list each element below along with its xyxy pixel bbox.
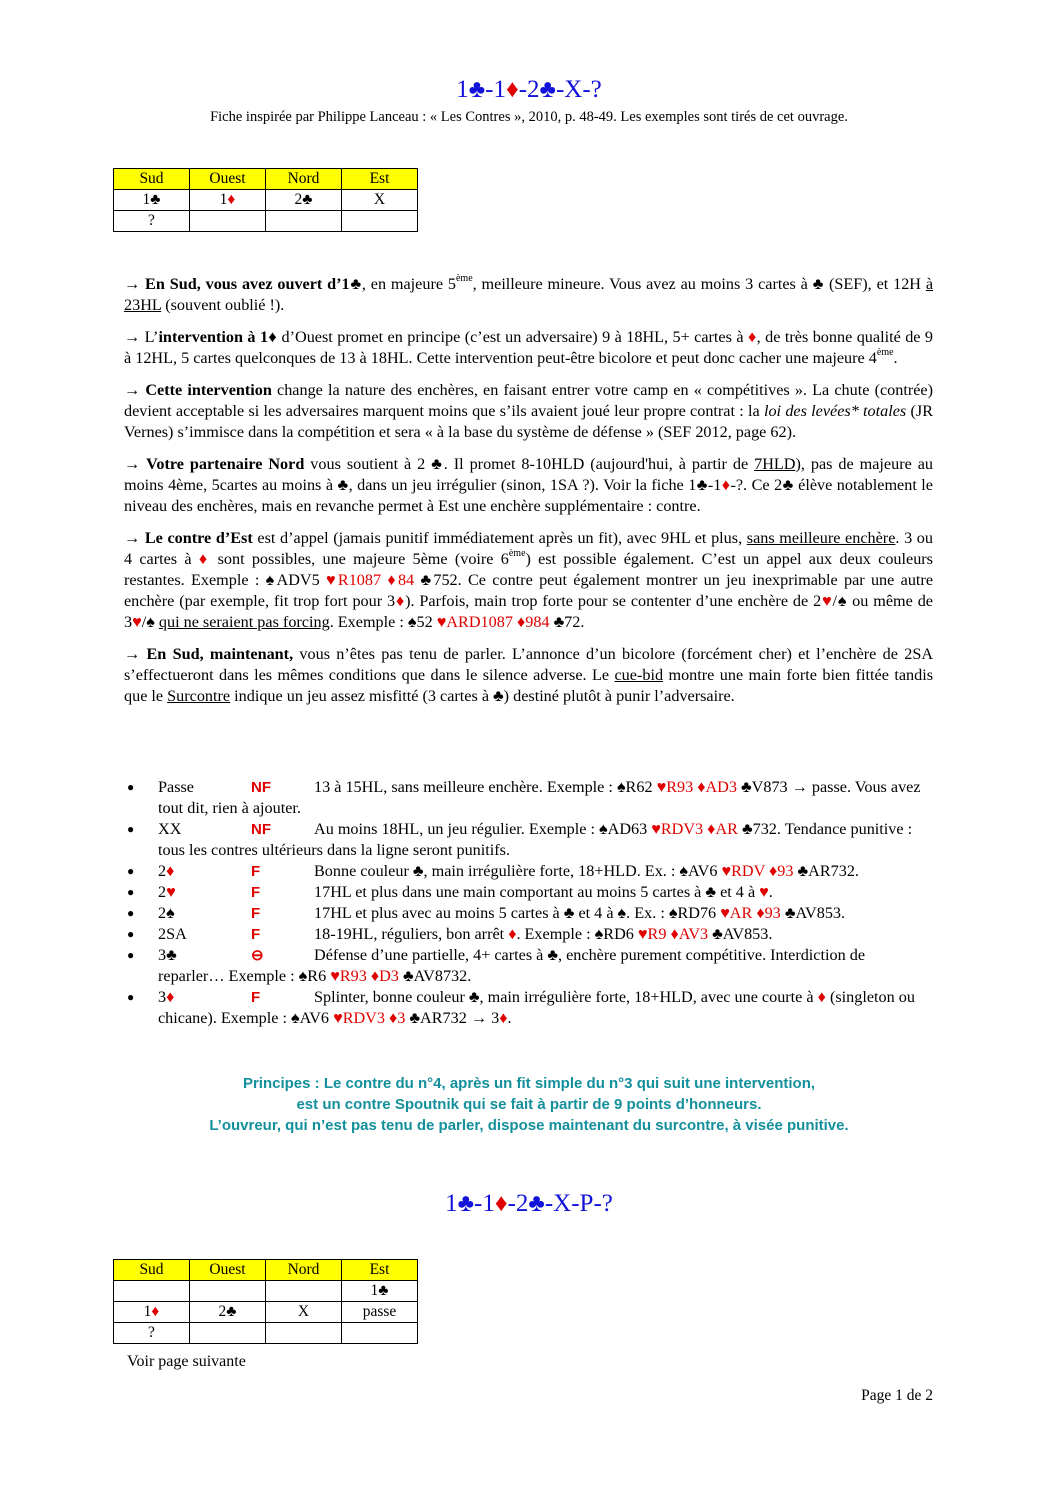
principes-box: Principes : Le contre du n°4, après un fit simple du n°3 qui suit une intervention, est un contre Spoutnik qui se fait à partir de 9 points d’honneurs. L’ouvreur, qui n’est pas tenu de parler, dispose maintenant du surcontre, à visée punitive. — [209, 1075, 849, 1134]
bullet-icon: ● — [127, 948, 135, 962]
bullet-icon: ● — [127, 990, 135, 1004]
bid-cell — [190, 211, 266, 232]
see-next-page-note: Voir page suivante — [127, 1353, 246, 1370]
bullet-icon: ● — [127, 906, 135, 920]
bid-cell — [266, 1323, 342, 1344]
paragraph-3: → Cette intervention change la nature des enchères, en faisant entrer votre camp en « compétitives ». La chute (contrée) devient acceptable si les adversaires marquent moins que s’ils avaient joué leur propre contrat : la loi des levées* totales (JR Vernes) s’immisce dans la compétition et sera « à la base du système de défense » (SEF 2012, page 62). — [124, 381, 933, 441]
bid-options-list — [124, 777, 933, 1029]
list-item: ● 2♠ F 17HL et plus avec au moins 5 cartes à ♣ et 4 à ♠. Ex. : ♠RD76 ♥AR ♦93 ♣AV853. — [127, 904, 846, 922]
bid-cell — [342, 211, 418, 232]
bid-cell: 1♣ — [342, 1281, 418, 1302]
page-number: Page 1 de 2 — [861, 1387, 933, 1404]
list-item: ● 2SA F 18-19HL, réguliers, bon arrêt ♦. Exemple : ♠RD6 ♥R9 ♦AV3 ♣AV853. — [127, 925, 773, 943]
bidding-table-2 — [113, 1259, 418, 1344]
paragraph-5: → Le contre d’Est est d’appel (jamais punitif immédiatement après un fit), avec 9HL et plus, sans meilleure enchère. 3 ou 4 cartes à ♦ sont possibles, une majeure 5ème (voire 6ème) est possible également. C’est un appel aux deux couleurs restantes. Exemple : ♠ADV5 ♥R1087 ♦84 ♣752. Ce contre peut également montrer un jeu inexprimable par une autre enchère (par exemple, fit trop fort pour 3♦). Parfois, main trop forte pour se contenter d’une enchère de 2♥/♠ ou même de 3♥/♠ qui ne seraient pas forcing. Exemple : ♠52 ♥ARD1087 ♦984 ♣72. — [124, 529, 934, 631]
bid-cell: passe — [342, 1302, 418, 1323]
bid-cell: ? — [114, 211, 190, 232]
header-est: Est — [342, 169, 418, 190]
bid-cell — [114, 1281, 190, 1302]
list-item: ● Passe NF 13 à 15HL, sans meilleure enchère. Exemple : ♠R62 ♥R93 ♦AD3 ♣V873 → passe. Vous avez tout dit, rien à ajouter. — [127, 778, 921, 817]
bid-cell — [342, 1323, 418, 1344]
header-est: Est — [342, 1260, 418, 1281]
paragraph-2: → L’intervention à 1♦ d’Ouest promet en principe (c’est un adversaire) 9 à 18HL, 5+ cartes à ♦, de très bonne qualité de 9 à 12HL, 5 cartes quelconques de 13 à 18HL. Cette intervention peut-être bicolore et peut donc cacher une majeure 4ème. — [124, 328, 934, 367]
bid-cell: X — [342, 190, 418, 211]
list-item: ● 2♥ F 17HL et plus dans une main comportant au moins 5 cartes à ♣ et 4 à ♥. — [127, 883, 773, 901]
bullet-icon: ● — [127, 927, 135, 941]
list-item: ● XX NF Au moins 18HL, un jeu régulier. Exemple : ♠AD63 ♥RDV3 ♦AR ♣732. Tendance punitive : tous les contres ultérieurs dans la ligne seront punitifs. — [127, 820, 913, 859]
header-ouest: Ouest — [190, 169, 266, 190]
paragraph-6: → En Sud, maintenant, vous n’êtes pas tenu de parler. L’annonce d’un bicolore (forcément cher) et l’enchère de 2SA s’effectueront dans les mêmes conditions que dans le silence adverse. Le cue-bid montre une main forte bien fittée tandis que le Surcontre indique un jeu assez misfitté (3 cartes à ♣) destiné plutôt à punir l’adversaire. — [124, 645, 934, 705]
page-title: 1♣-1♦-2♣-X-? — [456, 76, 602, 103]
paragraph-4: → Votre partenaire Nord vous soutient à 2 ♣. Il promet 8-10HLD (aujourd'hui, à partir de 7HLD), pas de majeure au moins 4ème, 5cartes au moins à ♣, dans un jeu irrégulier (sinon, 1SA ?). Voir la fiche 1♣-1♦-?. Ce 2♣ élève notablement le niveau des enchères, mais en revanche permet à Est une enchère supplémentaire : contre. — [124, 455, 933, 515]
bullet-icon: ● — [127, 864, 135, 878]
list-item: ● 3♣ ⊖ Défense d’une partielle, 4+ cartes à ♣, enchère purement compétitive. Interdiction de reparler… Exemple : ♠R6 ♥R93 ♦D3 ♣AV8732. — [127, 946, 865, 985]
section-title-2: 1♣-1♦-2♣-X-P-? — [445, 1190, 613, 1217]
paragraph-1: → En Sud, vous avez ouvert d’1♣, en majeure 5ème, meilleure mineure. Vous avez au moins 3 cartes à ♣ (SEF), et 12H à 23HL (souvent oublié !). — [124, 273, 934, 314]
header-nord: Nord — [266, 1260, 342, 1281]
bid-cell: 1♦ — [190, 190, 266, 211]
list-item: ● 2♦ F Bonne couleur ♣, main irrégulière forte, 18+HLD. Ex. : ♠AV6 ♥RDV ♦93 ♣AR732. — [127, 862, 859, 880]
bullet-icon: ● — [127, 822, 135, 836]
bid-cell: ? — [114, 1323, 190, 1344]
bid-cell — [266, 1281, 342, 1302]
bid-cell — [266, 211, 342, 232]
list-item: ● 3♦ F Splinter, bonne couleur ♣, main irrégulière forte, 18+HLD, avec une courte à ♦ (singleton ou chicane). Exemple : ♠AV6 ♥RDV3 ♦3 ♣AR732 → 3♦. — [127, 988, 915, 1027]
bullet-icon: ● — [127, 885, 135, 899]
header-nord: Nord — [266, 169, 342, 190]
bid-cell: X — [266, 1302, 342, 1323]
bullet-icon: ● — [127, 780, 135, 794]
explanation-text — [124, 274, 933, 718]
bidding-table-1 — [113, 168, 418, 232]
bid-cell: 2♣ — [266, 190, 342, 211]
subtitle: Fiche inspirée par Philippe Lanceau : « Les Contres », 2010, p. 48-49. Les exemples sont tirés de cet ouvrage. — [210, 109, 848, 125]
bid-cell — [190, 1281, 266, 1302]
bid-cell: 1♣ — [114, 190, 190, 211]
bid-cell: 2♣ — [190, 1302, 266, 1323]
bid-cell: 1♦ — [114, 1302, 190, 1323]
bid-cell — [190, 1323, 266, 1344]
header-sud: Sud — [114, 1260, 190, 1281]
header-sud: Sud — [114, 169, 190, 190]
header-ouest: Ouest — [190, 1260, 266, 1281]
